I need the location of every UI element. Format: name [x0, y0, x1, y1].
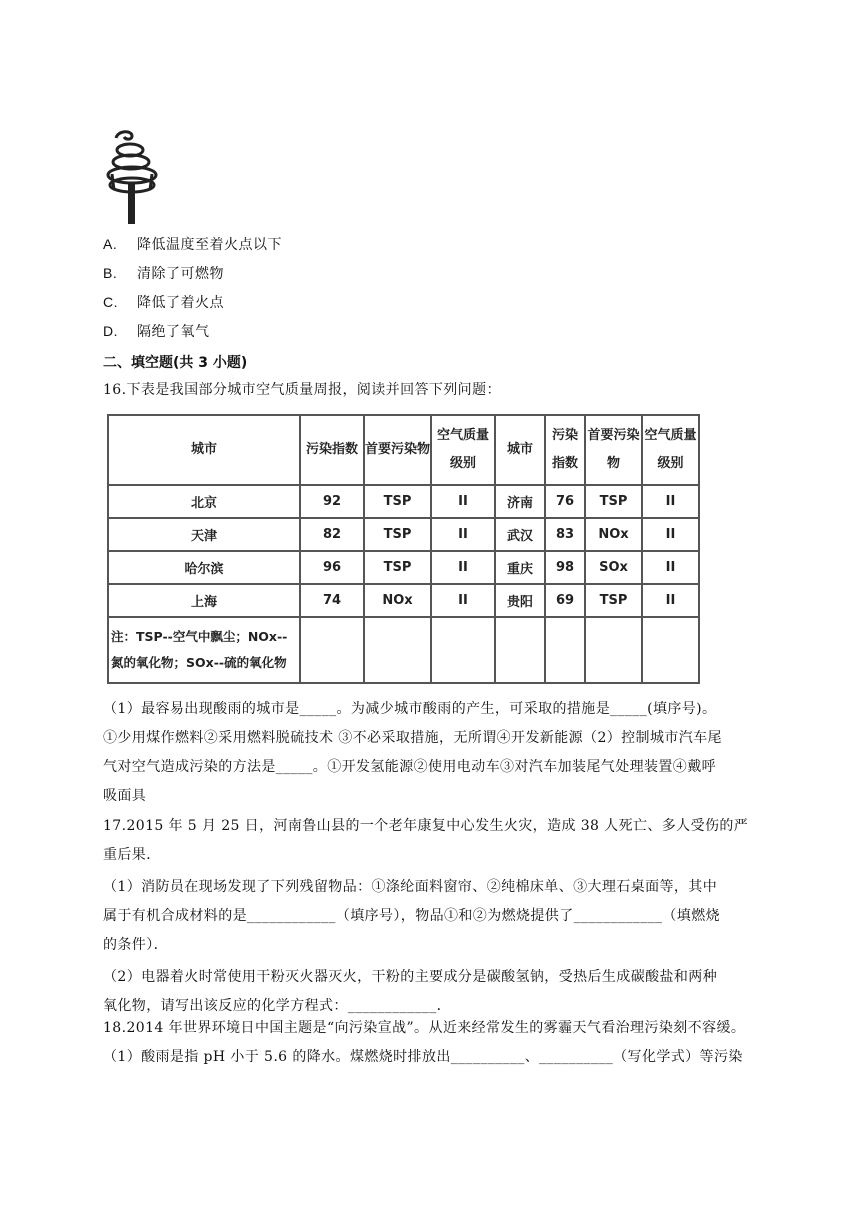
table-cell: [642, 617, 699, 683]
table-note-row: [108, 617, 699, 683]
text-line: 气对空气造成污染的方法是_____。①开发氢能源②使用电动车③对汽车加装尾气处理装置④戴呼: [103, 759, 716, 775]
table-row: [108, 551, 699, 584]
table-cell: SOx: [585, 551, 642, 584]
option-letter: D.: [103, 323, 118, 339]
table-cell: II: [431, 584, 495, 617]
table-cell: II: [431, 518, 495, 551]
table-cell: 76: [545, 485, 585, 518]
text-line: ①少用煤作燃料②采用燃料脱硫技术 ③不必采取措施，无所谓④开发新能源（2）控制城市汽车尾: [103, 730, 722, 746]
option-text: 降低温度至着火点以下: [137, 237, 282, 253]
text-line: （1）最容易出现酸雨的城市是_____。为减少城市酸雨的产生，可采取的措施是_____(填序号)。: [103, 701, 717, 717]
header-cell: 空气质量级别: [431, 415, 495, 485]
table-cell: TSP: [364, 518, 431, 551]
table-cell: 83: [545, 518, 585, 551]
header-cell: 首要污染物: [585, 415, 642, 485]
option-b[interactable]: [103, 263, 224, 284]
header-cell: 污染指数: [545, 415, 585, 485]
table-cell: 74: [300, 584, 364, 617]
table-cell: 92: [300, 485, 364, 518]
q16-body: [103, 695, 773, 811]
header-cell: 城市: [108, 415, 300, 485]
table-cell: II: [642, 485, 699, 518]
text-line: 的条件）．: [103, 937, 168, 953]
q18-body: [103, 1014, 773, 1072]
mosquito-coil-figure: [102, 128, 162, 226]
table-row: [108, 518, 699, 551]
table-cell: 天津: [108, 518, 300, 551]
table-row: [108, 485, 699, 518]
text-line: 18.2014 年世界环境日中国主题是“向污染宣战”。从近来经常发生的雾霾天气看治理污染刻不容缓。: [103, 1020, 746, 1036]
table-cell: 96: [300, 551, 364, 584]
table-cell: 98: [545, 551, 585, 584]
table-cell: 北京: [108, 485, 300, 518]
note-line: 注：TSP--空气中飘尘；NOx--: [111, 629, 288, 644]
header-cell: 污染指数: [300, 415, 364, 485]
air-quality-table: [107, 414, 700, 684]
table-note: [108, 617, 300, 683]
header-cell: 城市: [495, 415, 545, 485]
table-header-row: [108, 415, 699, 485]
table-cell: [495, 617, 545, 683]
table-cell: NOx: [585, 518, 642, 551]
table-cell: 哈尔滨: [108, 551, 300, 584]
text-line: 属于有机合成材料的是____________（填序号），物品①和②为燃烧提供了____________（填燃烧: [103, 908, 720, 924]
table-cell: II: [431, 551, 495, 584]
option-letter: B.: [103, 265, 118, 281]
table-cell: 重庆: [495, 551, 545, 584]
text-line: （1）酸雨是指 pH 小于 5.6 的降水。煤燃烧时排放出__________、__________（写化学式）等污染: [103, 1049, 743, 1065]
option-a[interactable]: [103, 234, 282, 255]
table-cell: II: [642, 551, 699, 584]
option-d[interactable]: [103, 321, 210, 342]
q16-stem: 16.下表是我国部分城市空气质量周报，阅读并回答下列问题：: [103, 382, 501, 398]
table-cell: [364, 617, 431, 683]
text-line: 氧化物，请写出该反应的化学方程式：____________．: [103, 998, 451, 1014]
text-line: （1）消防员在现场发现了下列残留物品：①涤纶面料窗帘、②纯棉床单、③大理石桌面等，其中: [103, 879, 718, 895]
option-text: 隔绝了氧气: [137, 324, 210, 340]
option-text: 降低了着火点: [137, 295, 224, 311]
table-cell: TSP: [364, 551, 431, 584]
table-cell: 69: [545, 584, 585, 617]
table-cell: 武汉: [495, 518, 545, 551]
option-letter: A.: [103, 236, 118, 252]
table-cell: [431, 617, 495, 683]
option-c[interactable]: [103, 292, 224, 313]
table-cell: NOx: [364, 584, 431, 617]
table-cell: TSP: [585, 584, 642, 617]
text-line: （2）电器着火时常使用干粉灭火器灭火，干粉的主要成分是碳酸氢钠，受热后生成碳酸盐和两种: [103, 969, 718, 985]
table-cell: 贵阳: [495, 584, 545, 617]
header-cell: 空气质量级别: [642, 415, 699, 485]
note-line: 氮的氧化物；SOx--硫的氧化物: [111, 655, 287, 670]
table-cell: [545, 617, 585, 683]
text-line: 吸面具: [103, 788, 147, 804]
table-cell: II: [642, 518, 699, 551]
table-cell: II: [642, 584, 699, 617]
text-line: 17.2015 年 5 月 25 日，河南鲁山县的一个老年康复中心发生火灾，造成 38 人死亡、多人受伤的严: [103, 818, 749, 834]
section-title: 二、填空题(共 3 小题): [103, 355, 248, 371]
table-cell: TSP: [364, 485, 431, 518]
table-cell: [585, 617, 642, 683]
option-letter: C.: [103, 294, 118, 310]
table-cell: [300, 617, 364, 683]
table-cell: II: [431, 485, 495, 518]
table-cell: TSP: [585, 485, 642, 518]
option-text: 清除了可燃物: [137, 266, 224, 282]
header-cell: 首要污染物: [364, 415, 431, 485]
q17-body: [103, 812, 773, 1021]
text-line: 重后果．: [103, 847, 161, 863]
table-row: [108, 584, 699, 617]
table-cell: 济南: [495, 485, 545, 518]
table-cell: 上海: [108, 584, 300, 617]
table-cell: 82: [300, 518, 364, 551]
